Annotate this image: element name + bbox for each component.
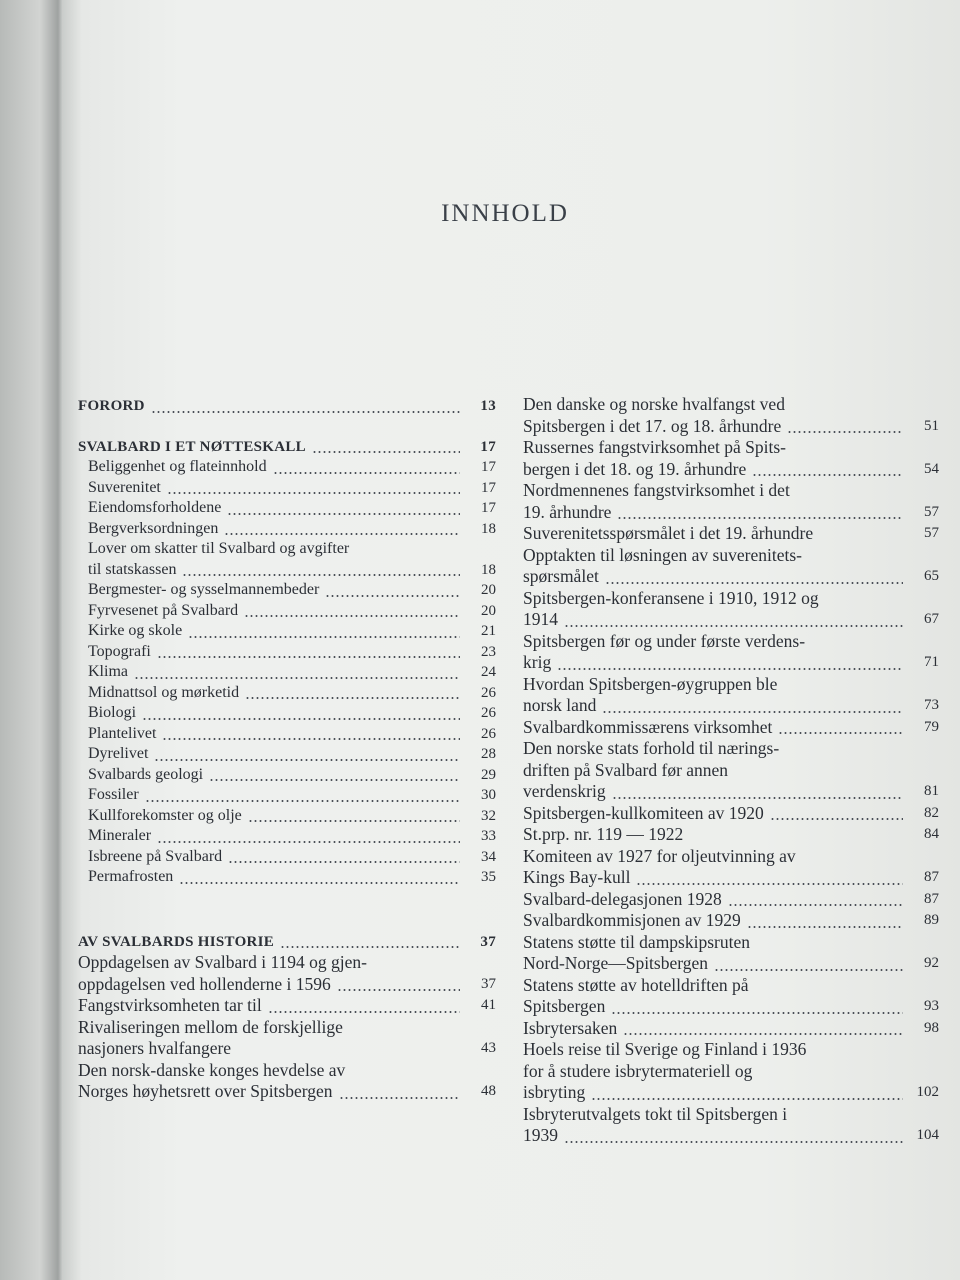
toc-entry-text: Hoels reise til Sverige og Finland i 1936	[523, 1039, 807, 1059]
toc-entry	[78, 519, 496, 540]
toc-entry-text: Den danske og norske hvalfangst ved	[523, 394, 785, 414]
dot-leader	[819, 539, 903, 541]
dot-leader	[182, 574, 460, 576]
toc-entry	[78, 724, 496, 745]
dot-leader	[714, 969, 903, 971]
toc-entry	[78, 601, 496, 622]
toc-entry	[523, 932, 939, 975]
page-number: 43	[481, 1040, 496, 1056]
page-number: 87	[924, 890, 939, 907]
dot-leader	[227, 513, 460, 515]
toc-entry-text: nasjoners hvalfangere	[78, 1038, 232, 1058]
dot-leader	[145, 800, 460, 802]
page-number: 17	[481, 479, 496, 496]
page-number: 37	[481, 975, 496, 992]
toc-entry	[523, 738, 939, 803]
toc-entry	[523, 631, 939, 674]
toc-section-heading	[78, 396, 496, 417]
toc-entry-text: Svalbards geologi	[88, 765, 204, 783]
dot-leader	[337, 989, 460, 991]
page-number: 87	[924, 869, 939, 885]
toc-entry	[78, 995, 496, 1017]
toc-entry-text: Svalbardkommisjonen av 1929	[523, 910, 741, 930]
dot-leader	[248, 820, 460, 822]
toc-entry	[523, 1039, 939, 1104]
toc-entry	[523, 437, 939, 480]
toc-entry	[78, 744, 496, 765]
toc-entry-text: Komiteen av 1927 for oljeutvinning av	[523, 845, 796, 866]
toc-entry	[78, 826, 496, 847]
toc-entry-text: Midnattsol og mørketid	[88, 683, 240, 701]
book-gutter	[0, 0, 62, 1280]
dot-leader	[245, 697, 460, 699]
dot-leader	[237, 1054, 460, 1056]
dot-leader	[154, 759, 460, 761]
dot-leader	[617, 517, 903, 519]
toc-entry-text: Beliggenhet og flateinnhold	[88, 458, 267, 475]
page-number: 13	[480, 398, 496, 414]
dot-leader	[689, 840, 903, 842]
toc-entry-text: Nord-Norge—Spitsbergen	[523, 953, 709, 973]
page-number: 65	[924, 568, 939, 584]
page-number: 51	[924, 417, 939, 434]
dot-leader	[557, 668, 903, 670]
page-number: 30	[481, 787, 496, 803]
toc-entry	[78, 703, 496, 724]
toc-entry-text: FORORD	[78, 398, 145, 414]
toc-entry-text: Nordmennenes fangstvirksomhet i det	[523, 480, 790, 500]
toc-entry	[523, 846, 939, 889]
toc-section-heading	[78, 932, 496, 953]
dot-leader	[312, 451, 460, 453]
toc-entry-text: Bergmester- og sysselmannembeder	[88, 581, 320, 598]
toc-entry-text: krig	[523, 652, 552, 672]
toc-entry-text: til statskassen	[88, 560, 177, 578]
toc-entry	[78, 580, 496, 601]
dot-leader	[273, 472, 460, 474]
toc-entry-text: Kings Bay-kull	[523, 867, 631, 887]
page-number: 89	[924, 912, 939, 928]
toc-spacer	[78, 888, 496, 932]
dot-leader	[564, 625, 903, 627]
toc-entry-text: Russernes fangstvirksomhet på Spits-	[523, 437, 786, 457]
toc-entry-text: Fyrvesenet på Svalbard	[88, 601, 239, 619]
toc-entry	[523, 588, 939, 631]
toc-entry	[523, 803, 939, 825]
page-number: 34	[481, 848, 496, 865]
toc-entry-text: Suverenitet	[88, 478, 161, 496]
toc-entry	[78, 952, 496, 995]
toc-entry-text: Kullforekomster og olje	[88, 806, 242, 824]
dot-leader	[134, 677, 460, 679]
toc-entry-text: Spitsbergen	[523, 996, 606, 1016]
toc-entry	[523, 480, 939, 523]
toc-column-right	[523, 394, 939, 1147]
dot-leader	[787, 431, 903, 433]
dot-leader	[167, 492, 460, 494]
toc-entry-text: Lover om skatter til Svalbard og avgifter	[88, 540, 350, 557]
toc-entry-text: Statens støtte til dampskipsruten	[523, 931, 750, 952]
dot-leader	[636, 883, 903, 885]
toc-entry-text: Eiendomsforholdene	[88, 499, 222, 516]
dot-leader	[602, 711, 903, 713]
dot-leader	[224, 533, 460, 535]
dot-leader	[325, 595, 460, 597]
toc-entry	[78, 621, 496, 642]
toc-entry	[78, 539, 496, 580]
toc-entry-text: Fangstvirksomheten tar til	[78, 995, 262, 1015]
toc-entry-text: spørsmålet	[523, 566, 599, 586]
toc-entry-text: Norges høyhetsrett over Spitsbergen	[78, 1081, 333, 1101]
toc-entry-text: Dyrelivet	[88, 745, 149, 762]
toc-entry-text: bergen i det 18. og 19. århundre	[523, 458, 747, 479]
page-number: 21	[481, 623, 496, 639]
toc-entry	[523, 824, 939, 846]
dot-leader	[591, 1098, 903, 1100]
dot-leader	[339, 1097, 460, 1099]
dot-leader	[564, 1141, 903, 1143]
dot-leader	[728, 904, 903, 906]
toc-entry-text: Topografi	[88, 642, 151, 660]
dot-leader	[228, 861, 460, 863]
toc-entry	[523, 910, 939, 932]
page-number: 26	[481, 725, 496, 742]
toc-entry-text: Spitsbergen-konferansene i 1910, 1912 og	[523, 587, 819, 608]
toc-entry-text: Permafrosten	[88, 868, 174, 885]
toc-entry	[78, 683, 496, 704]
toc-entry	[78, 478, 496, 499]
page-number: 57	[924, 503, 939, 520]
toc-entry-text: 1939	[523, 1125, 558, 1145]
dot-leader	[611, 1012, 903, 1014]
toc-entry-text: Klima	[88, 663, 128, 680]
page-number: 20	[481, 602, 496, 619]
page-number: 67	[924, 611, 939, 627]
toc-entry	[78, 806, 496, 827]
page-number: 41	[481, 997, 496, 1013]
page-number: 26	[481, 705, 496, 721]
toc-entry-text: Isbrytersaken	[523, 1017, 618, 1038]
page-number: 24	[481, 664, 496, 680]
toc-entry	[523, 523, 939, 545]
toc-entry	[523, 1104, 939, 1147]
dot-leader	[162, 738, 460, 740]
dot-leader	[188, 636, 460, 638]
toc-entry-text: Suverenitetsspørsmålet i det 19. århundre	[523, 523, 814, 543]
dot-leader	[209, 779, 460, 781]
dot-leader	[142, 718, 460, 720]
toc-entry-text: Biologi	[88, 704, 137, 721]
page-number: 35	[481, 869, 496, 885]
dot-leader	[770, 818, 903, 820]
toc-entry-text: Hvordan Spitsbergen-øygruppen ble	[523, 673, 778, 694]
page-number: 71	[924, 654, 939, 670]
dot-leader	[157, 656, 460, 658]
toc-entry	[523, 394, 939, 437]
toc-entry	[78, 1060, 496, 1103]
toc-entry	[523, 674, 939, 717]
dot-leader	[179, 882, 460, 884]
toc-entry-text: verdenskrig	[523, 781, 606, 801]
page-number: 79	[924, 718, 939, 735]
toc-entry-text: Svalbard-delegasjonen 1928	[523, 888, 722, 909]
toc-entry	[523, 889, 939, 911]
toc-entry-text: Den norske stats forhold til nærings-	[523, 738, 780, 758]
page-number: 17	[481, 459, 496, 475]
page-number: 33	[481, 828, 496, 844]
dot-leader	[157, 841, 460, 843]
dot-leader	[280, 946, 460, 948]
toc-entry	[78, 642, 496, 663]
toc-entry-text: SVALBARD I ET NØTTESKALL	[78, 438, 306, 455]
page-number: 26	[481, 684, 496, 701]
page-number: 54	[924, 460, 939, 477]
toc-entry	[78, 867, 496, 888]
toc-entry-text: driften på Svalbard før annen	[523, 759, 729, 780]
toc-entry-text: Plantelivet	[88, 724, 157, 742]
dot-leader	[612, 797, 903, 799]
page-number: 93	[924, 998, 939, 1014]
page-number: 23	[481, 643, 496, 660]
dot-leader	[244, 615, 460, 617]
toc-entry-text: Mineraler	[88, 827, 152, 844]
toc-entry	[523, 717, 939, 739]
page-number: 84	[924, 826, 939, 842]
toc-entry-text: norsk land	[523, 695, 597, 715]
toc-entry	[78, 662, 496, 683]
dot-leader	[268, 1011, 460, 1013]
page-number: 18	[481, 520, 496, 537]
toc-entry	[78, 847, 496, 868]
page-number: 20	[481, 582, 496, 598]
page-title: INNHOLD	[441, 200, 569, 227]
toc-entry-text: Statens støtte av hotelldriften på	[523, 974, 749, 995]
toc-entry-text: Rivaliseringen mellom de forskjellige	[78, 1016, 343, 1037]
toc-entry-text: St.prp. nr. 119 — 1922	[523, 824, 684, 844]
toc-entry	[78, 498, 496, 519]
page-number: 73	[924, 697, 939, 713]
page-number: 57	[924, 525, 939, 541]
toc-entry-text: Spitsbergen før og under første verdens-	[523, 630, 806, 651]
toc-entry-text: Bergverksordningen	[88, 519, 219, 537]
toc-entry	[523, 1018, 939, 1040]
page-number: 102	[916, 1084, 939, 1100]
page-number: 81	[924, 783, 939, 799]
toc-entry-text: 19. århundre	[523, 501, 612, 522]
toc-entry-text: Isbryterutvalgets tokt til Spitsbergen i	[523, 1103, 788, 1124]
dot-leader	[623, 1033, 903, 1035]
page-number: 37	[480, 933, 496, 950]
toc-entry-text: for å studere isbrytermateriell og	[523, 1060, 753, 1081]
toc-entry-text: Opptakten til løsningen av suverenitets-	[523, 544, 802, 565]
toc-entry	[78, 765, 496, 786]
dot-leader	[752, 474, 903, 476]
toc-entry-text: Svalbardkommissærens virksomhet	[523, 716, 773, 737]
dot-leader	[605, 582, 903, 584]
toc-entry	[78, 457, 496, 478]
page-number: 32	[481, 807, 496, 824]
toc-section-heading	[78, 437, 496, 458]
toc-entry-text: Spitsbergen i det 17. og 18. århundre	[523, 415, 782, 436]
toc-entry	[523, 975, 939, 1018]
page-number: 104	[916, 1127, 939, 1143]
page-number: 17	[480, 438, 496, 455]
dot-leader	[778, 732, 903, 734]
toc-entry-text: Fossiler	[88, 786, 139, 803]
toc-entry-text: Den norsk-danske konges hevdelse av	[78, 1059, 346, 1080]
toc-entry-text: isbryting	[523, 1082, 586, 1102]
toc-entry-text: 1914	[523, 609, 558, 629]
page-number: 28	[481, 746, 496, 762]
toc-spacer	[78, 417, 496, 437]
page-number: 29	[481, 766, 496, 783]
page-number: 82	[924, 804, 939, 821]
page-number: 92	[924, 955, 939, 971]
page-number: 17	[481, 500, 496, 516]
page-number: 18	[481, 561, 496, 578]
toc-entry-text: Kirke og skole	[88, 622, 183, 639]
toc-entry-text: oppdagelsen ved hollenderne i 1596	[78, 973, 331, 994]
toc-column-left	[78, 396, 496, 1103]
page-number: 98	[924, 1019, 939, 1036]
toc-entry-text: AV SVALBARDS HISTORIE	[78, 933, 275, 950]
toc-entry-text: Spitsbergen-kullkomiteen av 1920	[523, 802, 764, 823]
page-number: 48	[481, 1083, 496, 1099]
toc-entry-text: Isbreene på Svalbard	[88, 847, 223, 865]
dot-leader	[747, 926, 903, 928]
toc-entry	[78, 785, 496, 806]
toc-entry	[523, 545, 939, 588]
dot-leader	[151, 411, 460, 413]
toc-entry	[78, 1017, 496, 1060]
toc-entry-text: Oppdagelsen av Svalbard i 1194 og gjen-	[78, 952, 368, 972]
